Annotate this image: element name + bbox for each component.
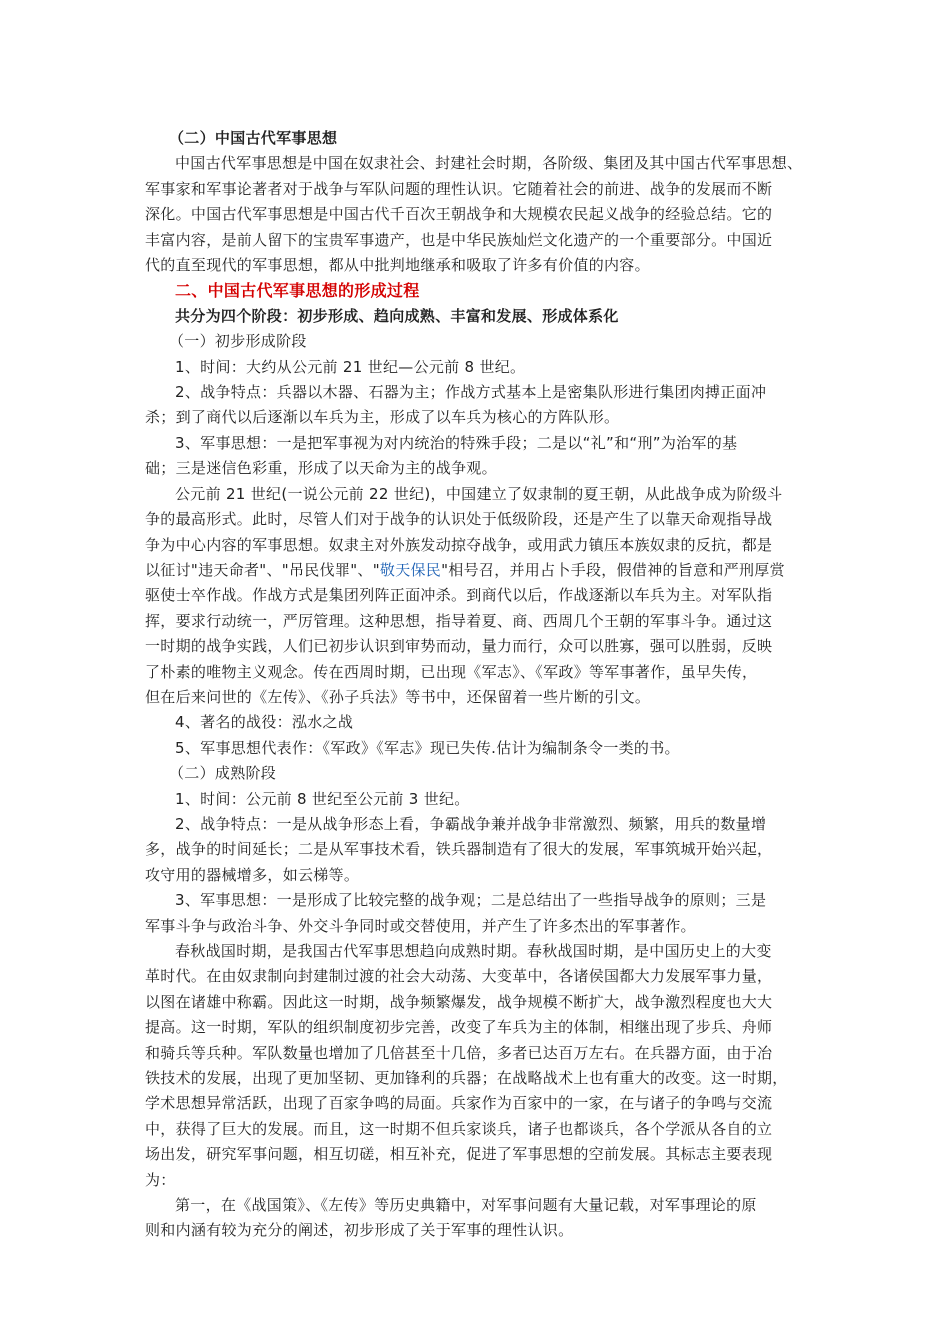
stage2-item1: 1、时间：公元前 8 世纪至公元前 3 世纪。 bbox=[175, 789, 470, 808]
stage2-para-line: 和骑兵等兵种。军队数量也增加了几倍甚至十几倍，多者已达百万左右。在兵器方面，由于冶 bbox=[145, 1043, 773, 1062]
stage2-para-line: 以图在诸雄中称霸。因此这一时期，战争频繁爆发，战争规模不断扩大，战争激烈程度也大大 bbox=[145, 992, 773, 1011]
stage2-para-line: 为： bbox=[145, 1170, 176, 1189]
stage1-para-line: 但在后来问世的《左传》、《孙子兵法》等书中，还保留着一些片断的引文。 bbox=[145, 687, 651, 706]
stage1-item5: 5、军事思想代表作：《军政》《军志》现已失传.估计为编制条令一类的书。 bbox=[175, 738, 680, 757]
intro-line: 代的直至现代的军事思想，都从中批判地继承和吸取了许多有价值的内容。 bbox=[145, 256, 650, 275]
stage2-item3: 3、军事思想：一是形成了比较完整的战争观；二是总结出了一些指导战争的原则；三是 bbox=[175, 891, 767, 910]
stage1-para-line: 挥，要求行动统一，严厉管理。这种思想，指导着夏、商、西周几个王朝的军事斗争。通过这 bbox=[145, 611, 773, 630]
stage2-para-line: 学术思想异常活跃，出现了百家争鸣的局面。兵家作为百家中的一家，在与诸子的争鸣与交流 bbox=[145, 1094, 773, 1113]
stage2-para-line: 中，获得了巨大的发展。而且，这一时期不但兵家谈兵，诸子也都谈兵，各个学派从各自的立 bbox=[145, 1119, 773, 1138]
stage2-item2-cont: 多，战争的时间延长；二是从军事技术看，铁兵器制造有了很大的发展，军事筑城开始兴起， bbox=[145, 840, 773, 859]
stage2-para-line: 提高。这一时期，军队的组织制度初步完善，改变了车兵为主的体制，相继出现了步兵、舟师 bbox=[145, 1018, 773, 1037]
first-point-line: 第一，在《战国策》、《左传》等历史典籍中，对军事问题有大量记载，对军事理论的原 bbox=[175, 1196, 757, 1215]
intro-line: 中国古代军事思想是中国在奴隶社会、封建社会时期，各阶级、集团及其中国古代军事思想、 bbox=[175, 154, 803, 173]
jingtianbaomin-link[interactable]: 敬天保民 bbox=[379, 560, 442, 579]
stage1-item2: 2、战争特点：兵器以木器、石器为主；作战方式基本上是密集队形进行集团肉搏正面冲 bbox=[175, 383, 767, 402]
stage1-para-line: 争为中心内容的军事思想。奴隶主对外族发动掠夺战争，或用武力镇压本族奴隶的反抗，都是 bbox=[145, 535, 773, 554]
stages-summary: 共分为四个阶段：初步形成、趋向成熟、丰富和发展、形成体系化 bbox=[175, 306, 619, 325]
stage2-item2-cont: 攻守用的器械增多，如云梯等。 bbox=[145, 865, 360, 884]
intro-line: 深化。中国古代军事思想是中国古代千百次王朝战争和大规模农民起义战争的经验总结。它的 bbox=[145, 205, 773, 224]
stage2-para-line: 春秋战国时期，是我国古代军事思想趋向成熟时期。春秋战国时期，是中国历史上的大变 bbox=[175, 942, 772, 960]
stage1-para-line: 一时期的战争实践，人们已初步认识到审势而动，量力而行，众可以胜寡，强可以胜弱，反映 bbox=[145, 637, 773, 656]
document-page bbox=[145, 126, 810, 1244]
first-point-line: 则和内涵有较为充分的阐述，初步形成了关于军事的理性认识。 bbox=[145, 1221, 574, 1240]
stage1-para-line: 争的最高形式。此时，尽管人们对于战争的认识处于低级阶段，还是产生了以靠天命观指导战 bbox=[145, 510, 773, 529]
stage1-para-line: 驱使士卒作战。作战方式是集团列阵正面冲杀。到商代以后，作战逐渐以车兵为主。对军队指 bbox=[145, 586, 773, 605]
stage2-item2: 2、战争特点：一是从战争形态上看，争霸战争兼并战争非常激烈、频繁，用兵的数量增 bbox=[175, 814, 767, 833]
stage1-title: （一）初步形成阶段 bbox=[169, 332, 307, 351]
part-title: 二、中国古代军事思想的形成过程 bbox=[175, 281, 420, 301]
stage1-item3-cont: 础；三是迷信色彩重，形成了以天命为主的战争观。 bbox=[145, 459, 497, 478]
stage1-para-line: 公元前 21 世纪(一说公元前 22 世纪)，中国建立了奴隶制的夏王朝，从此战争成为阶级斗 bbox=[175, 484, 783, 503]
stage1-para-link-line bbox=[145, 558, 810, 583]
stage1-item3: 3、军事思想：一是把军事视为对内统治的特殊手段；二是以“礼”和“刑”为治军的基 bbox=[175, 433, 738, 452]
stage2-para-line: 铁技术的发展，出现了更加坚韧、更加锋利的兵器；在战略战术上也有重大的改变。这一时期， bbox=[145, 1069, 788, 1088]
stage1-para-line: 了朴素的唯物主义观念。传在西周时期，已出现《军志》、《军政》等军事著作，虽早失传， bbox=[145, 662, 758, 681]
stage1-item4: 4、著名的战役：泓水之战 bbox=[175, 713, 354, 732]
stage2-item3-cont: 军事斗争与政治斗争、外交斗争同时或交替使用，并产生了许多杰出的军事著作。 bbox=[145, 916, 696, 935]
stage2-title: （二）成熟阶段 bbox=[169, 764, 277, 783]
intro-line: 丰富内容，是前人留下的宝贵军事遗产，也是中华民族灿烂文化遗产的一个重要部分。中国近 bbox=[145, 230, 773, 249]
link-line-post: "相号召，并用占卜手段，假借神的旨意和严刑厚赏 bbox=[441, 560, 785, 579]
stage1-item2-cont: 杀；到了商代以后逐渐以车兵为主，形成了以车兵为核心的方阵队形。 bbox=[145, 408, 620, 427]
section-title: （二）中国古代军事思想 bbox=[169, 129, 338, 147]
stage1-item1: 1、时间：大约从公元前 21 世纪—公元前 8 世纪。 bbox=[175, 357, 526, 376]
stage2-para-line: 革时代。在由奴隶制向封建制过渡的社会大动荡、大变革中，各诸侯国都大力发展军事力量， bbox=[145, 967, 773, 986]
stage2-para-line: 场出发，研究军事问题，相互切磋，相互补充，促进了军事思想的空前发展。其标志主要表现 bbox=[145, 1145, 773, 1164]
intro-line: 军事家和军事论著者对于战争与军队问题的理性认识。它随着社会的前进、战争的发展而不断 bbox=[145, 179, 773, 198]
link-line-pre: 以征讨"违天命者"、"吊民伐罪"、" bbox=[145, 560, 380, 579]
